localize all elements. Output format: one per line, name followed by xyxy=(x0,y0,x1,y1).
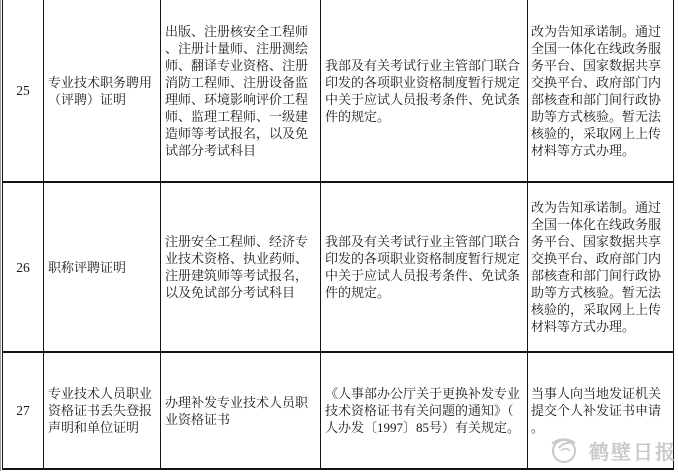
approval-items-table xyxy=(2,0,674,470)
item-scope-cell: 出版、注册核安全工程师、注册计量师、注册测绘师、翻译专业资格、注册消防工程师、注册设备监理师、环境影响评价工程师、监理工程师、一级建造师等考试报名，以及免试部分考试科目 xyxy=(160,0,320,183)
handling-method-cell: 改为告知承诺制。通过全国一体化在线政务服务平台、国家数据共享交换平台、政府部门内部核查和部门间行政协助等方式核验。暂无法核验的，采取网上上传材料等方式办理。 xyxy=(527,183,674,353)
row-number-cell: 26 xyxy=(2,183,43,353)
row-number-cell: 27 xyxy=(2,353,43,470)
row-number-cell: 25 xyxy=(2,0,43,183)
item-name-cell: 专业技术人员职业资格证书丢失登报声明和单位证明 xyxy=(43,353,160,470)
legal-basis-cell: 我部及有关考试行业主管部门联合印发的各项职业资格制度暂行规定中关于应试人员报考条件、免试条件的规定。 xyxy=(320,183,527,353)
item-scope-cell: 注册安全工程师、经济专业技术资格、执业药师、注册建筑师等考试报名，以及免试部分考试科目 xyxy=(160,183,320,353)
legal-basis-cell: 《人事部办公厅关于更换补发专业技术资格证书有关问题的通知》（人办发〔1997〕85号）有关规定。 xyxy=(320,353,527,470)
legal-basis-cell: 我部及有关考试行业主管部门联合印发的各项职业资格制度暂行规定中关于应试人员报考条件、免试条件的规定。 xyxy=(320,0,527,183)
handling-method-cell: 改为告知承诺制。通过全国一体化在线政务服务平台、国家数据共享交换平台、政府部门内部核查和部门间行政协助等方式核验。暂无法核验的，采取网上上传材料等方式办理。 xyxy=(527,0,674,183)
item-name-cell: 专业技术职务聘用（评聘）证明 xyxy=(43,0,160,183)
item-name-cell: 职称评聘证明 xyxy=(43,183,160,353)
watermark-text: 鹤壁日报 xyxy=(589,441,677,464)
item-scope-cell: 办理补发专业技术人员职业资格证书 xyxy=(160,353,320,470)
handling-method-cell: 当事人向当地发证机关提交个人补发证书申请。 xyxy=(527,353,674,470)
page-left-edge-line xyxy=(0,0,1,471)
